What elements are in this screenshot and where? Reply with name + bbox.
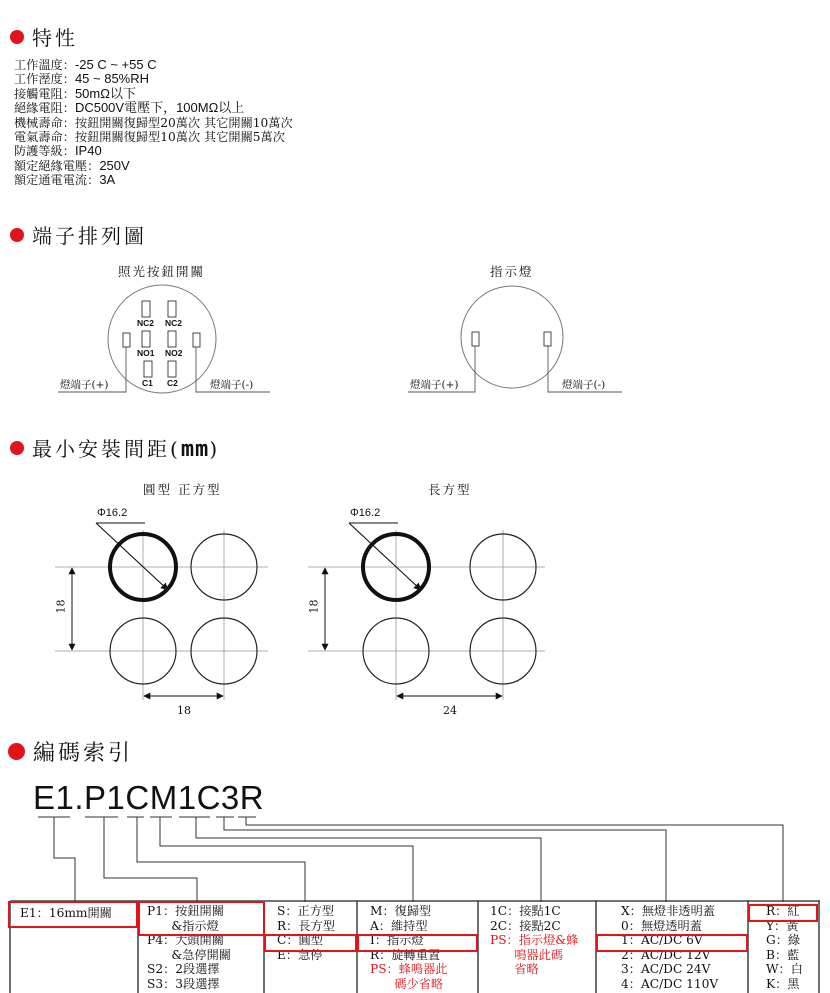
spec-list — [14, 58, 293, 188]
pin-nc2-a — [142, 301, 150, 317]
pin-label-nc2: NC2 — [137, 318, 155, 328]
code-col-series: E1：16mm開關 — [20, 906, 112, 920]
selected-series-highlight — [8, 901, 138, 928]
code-col-color: R：紅 Y：黃 G：綠 B：藍 W：白 K：黑 — [766, 904, 803, 991]
rectangular-title: 長方型 — [428, 482, 472, 497]
bullet-icon — [10, 441, 24, 455]
indicator-minus-label: 燈端子(-) — [562, 379, 606, 391]
coding-title: 編碼索引 — [33, 741, 134, 766]
code-col-action: M：復歸型 A：維持型 I：指示燈 R：旋轉重置 PS：蜂鳴器此 碼少省略 — [370, 904, 448, 991]
pin-c1 — [144, 361, 152, 377]
bullet-icon — [10, 228, 24, 242]
code-example: E1.P1CM1C3R — [33, 779, 265, 816]
horizontal-dimension-label: 24 — [443, 704, 457, 717]
selected-shape-highlight — [264, 934, 357, 952]
pin-no2 — [168, 331, 176, 347]
pin-c2 — [168, 361, 176, 377]
pin-lamp-plus — [123, 333, 130, 347]
indicator-title: 指示燈 — [490, 264, 534, 279]
spec-row: 工作溫度：-25 C ~ +55 C — [14, 57, 157, 72]
code-breakdown-leaders — [0, 810, 830, 910]
pin-no1 — [142, 331, 150, 347]
indicator-pin-plus — [472, 332, 479, 346]
spec-row: 電氣壽命：按鈕開關復歸型10萬次 其它開關5萬次 — [14, 130, 285, 145]
pin-label-c1: C1 — [142, 378, 153, 388]
pin-label-nc2: NC2 — [165, 318, 183, 328]
selected-action-highlight — [357, 934, 478, 952]
code-col-lamp: X：無燈非透明蓋 0：無燈透明蓋 1：AC/DC 6V 2：AC/DC 12V 3：AC/DC 24V 4：AC/DC 110V — [621, 904, 719, 991]
terminal-title: 端子排列圖 — [32, 224, 147, 248]
indicator-plus-label: 燈端子(+) — [410, 379, 459, 391]
spec-row: 絕緣電阻：DC500V電壓下，100MΩ以上 — [14, 100, 245, 116]
diameter-arrow — [349, 523, 421, 590]
pin-label-no1: NO1 — [137, 348, 155, 358]
vertical-dimension-label: 18 — [54, 599, 68, 614]
pin-lamp-minus — [193, 333, 200, 347]
spacing-diagram-svg — [0, 500, 830, 710]
spacing-title: 最小安裝間距(mm) — [32, 437, 221, 462]
spec-row: 額定通電電流：3A — [14, 172, 116, 188]
horizontal-dimension-label: 18 — [177, 704, 191, 717]
selected-color-highlight — [748, 904, 818, 922]
indicator-pin-minus — [544, 332, 551, 346]
spec-row: 工作溼度：45 ~ 85%RH — [14, 71, 150, 87]
diameter-label: Φ16.2 — [97, 507, 128, 519]
code-col-contact: 1C：接點1C 2C：接點2C PS：指示燈&蜂 鳴器此碼 省略 — [490, 904, 579, 977]
lamp-minus-label: 燈端子(-) — [210, 379, 254, 391]
features-header — [10, 22, 78, 51]
pin-label-c2: C2 — [167, 378, 178, 388]
spec-row: 接觸電阻：50mΩ以下 — [14, 85, 136, 101]
terminal-header — [10, 220, 147, 249]
diameter-arrow — [96, 523, 168, 590]
code-col-shape: S：正方型 R：長方型 C：圓型 E：急停 — [277, 904, 335, 962]
bullet-icon — [10, 30, 24, 44]
coding-header — [8, 736, 133, 767]
selected-type-highlight — [138, 901, 265, 936]
lit-switch-title: 照光按鈕開關 — [118, 264, 206, 279]
round-square-title: 圓型 正方型 — [143, 482, 222, 497]
pin-nc2-b — [168, 301, 176, 317]
pin-label-no2: NO2 — [165, 348, 183, 358]
diameter-label: Φ16.2 — [350, 507, 381, 519]
spec-row: 額定絕緣電壓：250V — [14, 157, 130, 173]
code-col-type: P1：按鈕開關 &指示燈 P4：大頭開關 &急停開關 S2：2段選擇 S3：3段選擇 — [147, 904, 231, 991]
features-title: 特性 — [32, 26, 78, 50]
lamp-plus-label: 燈端子(+) — [60, 379, 109, 391]
spec-row: 機械壽命：按鈕開關復歸型20萬次 其它開關10萬次 — [14, 115, 293, 130]
selected-lamp-highlight — [596, 934, 748, 952]
bullet-icon — [8, 743, 25, 760]
spec-row: 防護等級：IP40 — [14, 143, 102, 159]
vertical-dimension-label: 18 — [307, 599, 321, 614]
spacing-header — [10, 433, 220, 462]
